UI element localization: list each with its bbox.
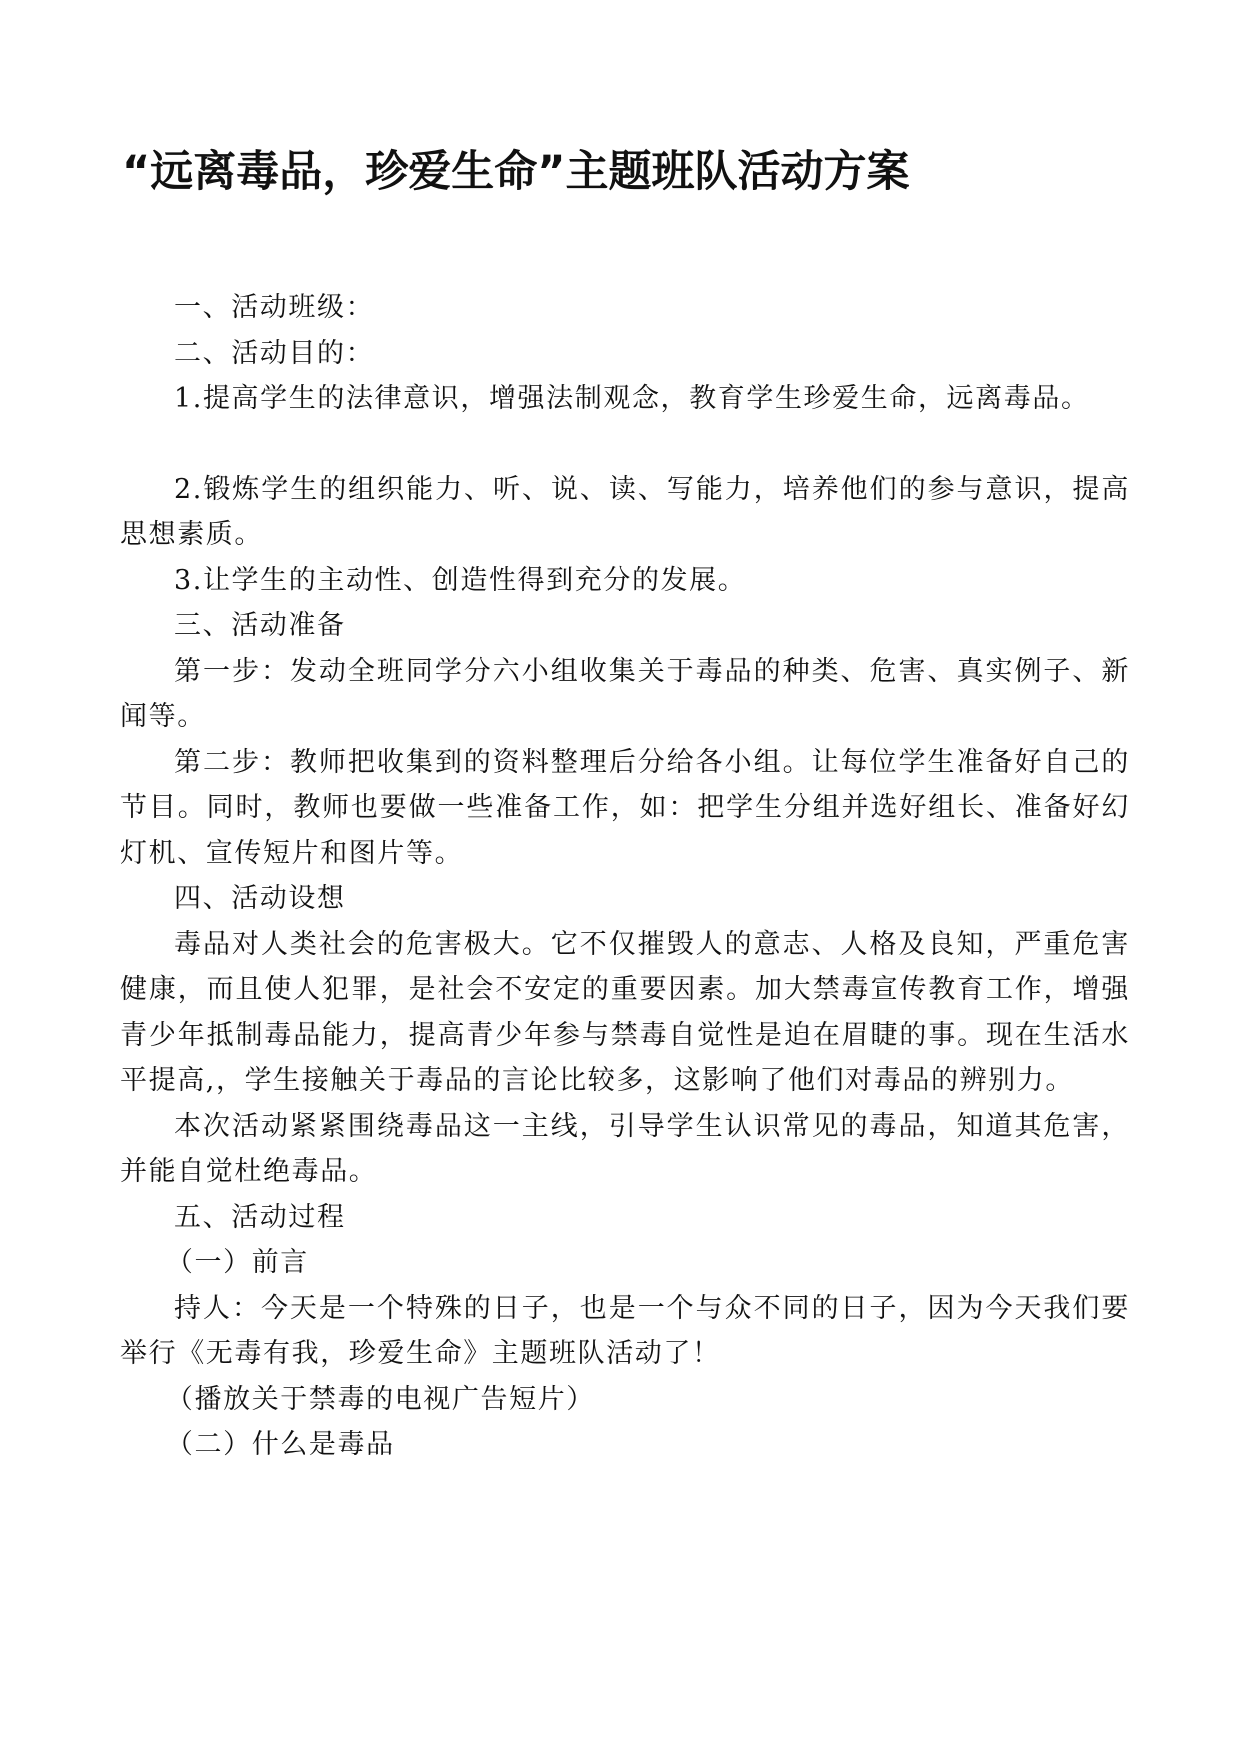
preparation-step-2: 第二步：教师把收集到的资料整理后分给各小组。让每位学生准备好自己的节目。同时，教师也要做一些准备工作，如：把学生分组并选好组长、准备好幻灯机、宣传短片和图片等。 [120, 746, 1130, 869]
concept-paragraph-2: 本次活动紧紧围绕毒品这一主线，引导学生认识常见的毒品，知道其危害，并能自觉杜绝毒品。 [120, 1110, 1130, 1187]
host-speech: 持人：今天是一个特殊的日子，也是一个与众不同的日子，因为今天我们要举行《无毒有我，珍爱生命》主题班队活动了！ [120, 1292, 1130, 1369]
section-heading-process: 五、活动过程 [174, 1201, 346, 1233]
purpose-item-3: 3.让学生的主动性、创造性得到充分的发展。 [174, 564, 747, 596]
document-body [120, 285, 1130, 1468]
process-subheading-what-is-drug: （二）什么是毒品 [165, 1429, 395, 1460]
process-subheading-preface: （一）前言 [165, 1247, 309, 1278]
section-heading-class: 一、活动班级： [174, 292, 375, 323]
concept-paragraph-1: 毒品对人类社会的危害极大。它不仅摧毁人的意志、人格及良知，严重危害健康，而且使人犯罪，是社会不安定的重要因素。加大禁毒宣传教育工作，增强青少年抵制毒品能力，提高青少年参与禁毒自觉性是迫在眉睫的事。现在生活水平提高,，学生接触关于毒品的言论比较多，这影响了他们对毒品的辨别力。 [120, 928, 1130, 1096]
section-heading-purpose: 二、活动目的： [174, 337, 375, 369]
preparation-step-1: 第一步：发动全班同学分六小组收集关于毒品的种类、危害、真实例子、新闻等。 [120, 655, 1130, 732]
stage-direction-video: （播放关于禁毒的电视广告短片） [165, 1383, 595, 1415]
section-heading-preparation: 三、活动准备 [174, 610, 346, 641]
purpose-item-1: 1.提高学生的法律意识，增强法制观念，教育学生珍爱生命，远离毒品。 [174, 383, 1090, 414]
purpose-item-2: 2.锻炼学生的组织能力、听、说、读、写能力，培养他们的参与意识，提高思想素质。 [120, 473, 1130, 550]
section-heading-concept: 四、活动设想 [174, 883, 346, 914]
document-title: “远离毒品，珍爱生命”主题班队活动方案 [122, 147, 910, 197]
